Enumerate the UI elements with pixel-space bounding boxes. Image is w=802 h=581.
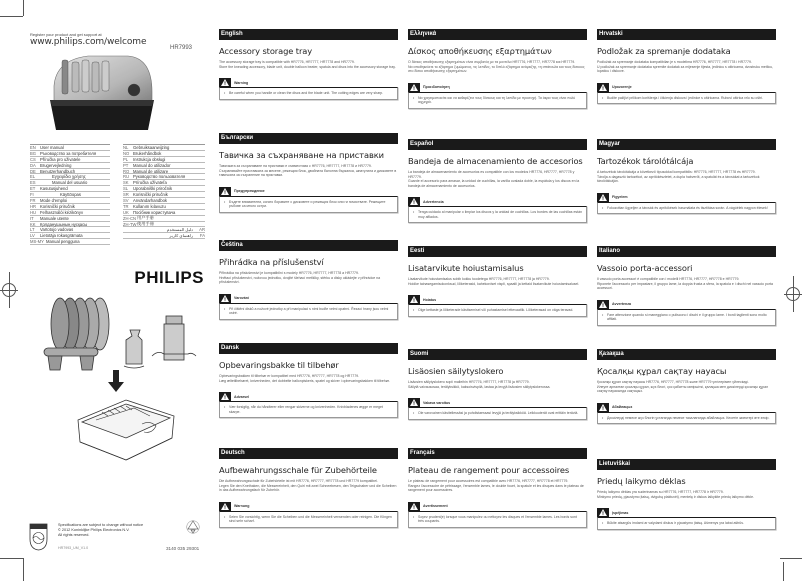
warning-box: • Дискілерді немесе жүз блогін ұстағанда немесе тазалағанда абайлаңыз. Кесетін жиектері өте өткір. xyxy=(597,412,776,425)
warning-box: • Fare attenzione quando si maneggiano o puliscono i dischi e il gruppo lame. I bordi taglienti sono molto affilati. xyxy=(597,309,776,326)
section-body: The accessory storage tray is compatible with HR7776, HR7777, HR7778 and HR7779. Store the kneading accessory, blade unit, double balloon beater, spatula and discs into the accessory storage tray. xyxy=(219,60,396,69)
language-item: PT Manual do utilizador xyxy=(123,163,205,169)
section-finnish xyxy=(408,349,587,420)
section-title: Lisäosien säilytyslokero xyxy=(408,366,504,376)
section-body: Priedų laikymo dėklas yra suderinamas su HR7776, HR7777, HR7778 ir HR7779. Minkymo priedą, pjaustymo įtaisą, dvigubą plaktuvėlį, mentelę ir diskus laikykite priedų laikymo dėkle. xyxy=(597,490,754,499)
language-item: NL Gebruiksaanwijzing xyxy=(123,145,205,151)
register-url[interactable]: www.philips.com/welcome xyxy=(30,37,147,47)
warning-header: Įspėjimas xyxy=(597,508,776,517)
section-title: Тавичка за съхраняване на приставки xyxy=(219,150,384,160)
section-language-bar: Italiano xyxy=(597,246,776,257)
warning-header: Upozorenje xyxy=(597,83,776,92)
section-language-bar: Čeština xyxy=(219,240,398,251)
language-item: دليل المستخدم AR xyxy=(123,227,205,233)
language-item: SR Korisnički priručnik xyxy=(123,192,205,198)
section-language-bar: Lietuviškai xyxy=(597,459,776,470)
section-language-bar: Қазақша xyxy=(597,349,776,360)
warning-icon xyxy=(597,300,609,309)
section-title: Δίσκος αποθήκευσης εξαρτημάτων xyxy=(408,46,552,56)
section-english xyxy=(219,29,398,100)
section-title: Priedų laikymo dėklas xyxy=(597,476,686,486)
warning-box: • Soyez prudent(e) lorsque vous manipulez ou nettoyez les disques et l'ensemble lames. Les bords sont très coupants. xyxy=(408,511,587,528)
section-body: La bandeja de almacenamiento de accesorios es compatible con los modelos HR7776, HR7777, HR7778 y HR7779. Guarde el accesorio para amasar, la unidad de cuchillas, la varilla ovalada doble, la espátula y los discos en la bandeja de almacenamiento de accesorios. xyxy=(408,170,580,188)
section-french xyxy=(408,448,587,528)
warning-icon xyxy=(219,502,231,511)
warning-box: • Be careful when you handle or clean the discs and the blade unit. The cutting edges are very sharp. xyxy=(219,87,398,100)
section-language-bar: Deutsch xyxy=(219,448,398,459)
warning-icon xyxy=(597,193,609,202)
language-item: FI Käyttöopas xyxy=(30,192,110,198)
warning-header: Advarsel xyxy=(219,392,398,401)
warning-header: Avvertenza xyxy=(597,300,776,309)
warning-icon xyxy=(597,83,609,92)
language-item: PL Instrukcja obsługi xyxy=(123,157,205,163)
warning-header: Абайлаңыз xyxy=(597,403,776,412)
section-croatian xyxy=(597,29,776,104)
section-body: Le plateau de rangement pour accessoires est compatible avec HR7776, HR7777, HR7778 et HR7779. Rangez l'accessoire de pétrissage, l'ensemble lames, le double fouet, la spatule et les disques dans le plateau de rangement pour accessoires. xyxy=(408,479,584,492)
warning-box: • Fokozottan ügyeljen a tárcsák és aprítókések használata és tisztítása során. A vágóélek nagyon élesek! xyxy=(597,202,776,215)
section-language-bar: Dansk xyxy=(219,343,398,354)
accessories-illustration xyxy=(38,290,198,475)
section-kazakh xyxy=(597,349,776,424)
section-title: Bandeja de almacenamiento de accesorios xyxy=(408,156,583,166)
crop-mark xyxy=(783,562,784,581)
section-title: Podložak za spremanje dodataka xyxy=(597,46,731,56)
section-language-bar: Ελληνικά xyxy=(408,29,587,40)
warning-icon xyxy=(219,392,231,401)
language-item: ET Kasutusjuhend xyxy=(30,186,110,192)
section-language-bar: Español xyxy=(408,139,587,150)
language-item: SV Användarhandbok xyxy=(123,198,205,204)
language-list-right xyxy=(123,144,205,239)
section-spanish xyxy=(408,139,587,223)
part-number: 3140 035 29301 xyxy=(166,546,200,551)
section-danish xyxy=(219,343,398,418)
cover-panel xyxy=(0,0,205,581)
section-german xyxy=(219,448,398,528)
language-item: DA Brugervejledning xyxy=(30,163,110,169)
section-language-bar: Български xyxy=(219,133,398,144)
section-title: Přihrádka na příslušenství xyxy=(219,257,324,267)
philips-logo: PHILIPS xyxy=(134,268,204,287)
language-item: LT Vartotojo vadovas xyxy=(30,227,110,233)
warning-icon xyxy=(597,403,609,412)
language-item: RO Manual de utilizare xyxy=(123,169,205,175)
language-item: DE Benutzerhandbuch xyxy=(30,169,110,175)
language-item: ES Manual del usuario xyxy=(30,180,110,186)
warning-box: • Budite pažljivi prilikom korištenja i čišćenja diskova i jedinice s oštricama. Rubovi oštrica vrlo su oštri. xyxy=(597,92,776,105)
register-text: Register your product and get support at xyxy=(30,32,102,37)
warning-header: Varování xyxy=(219,294,398,303)
section-lithuanian xyxy=(597,459,776,530)
language-item: UK Посібник користувача xyxy=(123,210,205,216)
language-item: IT Manuale utente xyxy=(30,216,110,222)
warning-box: • Να χρησιμοποιείτε και να καθαρίζετε τους δίσκους και τη λεπίδα με προσοχή. Τα άκρα τους είναι πολύ αιχμηρά. xyxy=(408,92,587,109)
warning-box: • Olge kettaste ja lõiketerade käsitsemisel või puhastamisel ettevaatlik. Lõiketerasad on väga teravad. xyxy=(408,304,587,317)
warning-header: Hoiatus xyxy=(408,295,587,304)
section-body: Ο δίσκος αποθήκευσης εξαρτημάτων είναι συμβατός με τα μοντέλα HR7776, HR7777, HR7778 και HR7779. Να αποθηκεύετε το εξάρτημα ζυμώματος, τις λεπίδες, το διπλό εξάρτημα ανάμειξης, τη σπάτουλα και τους δίσκους στο δίσκο αποθήκευσης εξαρτημάτων. xyxy=(408,60,585,73)
warning-box: • Při čištění disků a nožové jednotky a při manipulaci s nimi buďte velmi opatrní. Řezací hrany jsou velmi ostré. xyxy=(219,303,398,320)
language-item: HR Korisnički priručnik xyxy=(30,204,110,210)
section-title: Aufbewahrungsschale für Zubehörteile xyxy=(219,465,377,475)
warning-header: Warnung xyxy=(219,502,398,511)
warning-box: • Vær forsigtig, når du håndterer eller rengør skiverne og knivenheden. Knivbladenes ægge er meget skarpe. xyxy=(219,401,398,418)
section-body: Die Aufbewahrungsschale für Zubehörteile ist mit HR7776, HR7777, HR7778 und HR7779 kompatibel. Legen Sie den Knethaken, die Messereinheit, den Quirl mit zwei Schneebesen, den Teigschaber und die Scheiben in das Aufbewahrungsfach für Zubehör. xyxy=(219,479,397,492)
warning-header: Warning xyxy=(219,78,398,87)
warning-icon xyxy=(597,508,609,517)
model-number: HR7993 xyxy=(169,45,192,51)
section-body: Opbevaringsbakken til tilbehør er kompatibel med HR7776, HR7777, HR7778 og HR7779. Læg æltetilbehøret, knivenheden, det dobbelte ballonpiskeris, spatel og skiver i opbevaringsbakken til tilbehør. xyxy=(219,374,390,383)
warning-icon xyxy=(408,197,420,206)
section-estonian xyxy=(408,246,587,317)
warning-box: • Seien Sie vorsichtig, wenn Sie die Scheiben und die Messereinheit verwenden oder reinigen. Die Klingen sind sehr scharf. xyxy=(219,511,398,528)
language-item: KK Қолданушының нұсқасы xyxy=(30,222,110,228)
section-hungarian xyxy=(597,139,776,214)
language-item: ZH-CN 用户手册 xyxy=(123,216,205,222)
crop-mark xyxy=(780,558,802,559)
language-item: ZH-TW 使用手冊 xyxy=(123,222,205,228)
section-body: A tartozékok tárolótálcája a következő típusokkal kompatibilis: HR7776, HR7777, HR7778 és HR7779. Tárolja a dagasztó tartozékot, az aprítókészletet, a dupla habverőt, a spatulát és a tárcsákat a tartozékok tárolótálcáján. xyxy=(597,170,760,183)
language-item: EL Εγχειρίδιο χρήσης xyxy=(30,174,110,180)
warning-header: Vakava varoitus xyxy=(408,398,587,407)
language-item: CS Příručka pro uživatele xyxy=(30,157,110,163)
language-list-left xyxy=(30,144,110,245)
section-body: Il vassoio porta accessori è compatibile con i modelli HR7776, HR7777, HR7778 e HR7779. Riponete l'accessorio per impastare, il gruppo lame, la doppia frusta a sfera, la spatola e i dischi nel vassoio porta accessori. xyxy=(597,277,773,290)
storage-tray-photo xyxy=(48,50,156,136)
section-title: Accessory storage tray xyxy=(219,46,313,56)
section-body: Přihrádka na příslušenství je kompatibilní s modely HR7776, HR7777, HR7778 a HR7779. Hnětací příslušenství, nožovou jednotku, dvojité šlehací metličky, stěrku a disky ukládejte v přihrádce na příslušenství. xyxy=(219,271,381,284)
warning-header: Figyelem xyxy=(597,193,776,202)
language-item: TR Kullanım kılavuzu xyxy=(123,204,205,210)
section-italian xyxy=(597,246,776,326)
section-title: Plateau de rangement pour accessoires xyxy=(408,465,570,475)
legal-notice: Specifications are subject to change without notice © 2012 Koninklijke Philips Electronics N.V. All rights reserved. xyxy=(58,523,144,537)
section-title: Қосалқы құрал сақтау науасы xyxy=(597,366,727,376)
language-item: MS-MY Manual pengguna xyxy=(30,239,110,245)
warning-header: Προειδοποίηση xyxy=(408,83,587,92)
warning-icon xyxy=(219,294,231,303)
warning-icon xyxy=(408,295,420,304)
section-language-bar: Hrvatski xyxy=(597,29,776,40)
section-title: Tartozékok tárolótálcája xyxy=(597,156,694,166)
registration-mark xyxy=(786,287,800,301)
warning-header: Предупреждение xyxy=(219,187,398,196)
language-item: FR Mode d'emploi xyxy=(30,198,110,204)
philips-shield-logo xyxy=(29,523,48,551)
section-language-bar: Eesti xyxy=(408,246,587,257)
section-body: Lisäosien säilytyslokero sopii malleihin HR7776, HR7777, HR7778 ja HR7779. Säilytä vaivausosaa, terälyksikkö, kaksoisvispilä, lastaa ja levyjä lisäosien säilytyslokerossa. xyxy=(408,380,551,389)
warning-header: Advertencia xyxy=(408,197,587,206)
section-czech xyxy=(219,240,398,320)
language-item: EN User manual xyxy=(30,145,110,151)
language-item: LV Lietotāja rokasgrāmata xyxy=(30,233,110,239)
section-language-bar: English xyxy=(219,29,398,40)
warning-icon xyxy=(408,398,420,407)
section-bulgarian xyxy=(219,133,398,213)
section-title: Vassoio porta-accessori xyxy=(597,263,693,273)
section-language-bar: Français xyxy=(408,448,587,459)
language-item: BG Ръководство за потребителя xyxy=(30,151,110,157)
section-body: Lisatarvikute hoiustamisalus sobib kokku toodetega HR7776, HR7777, HR7778 ja HR7779. Hoidke tainasegamisokonksud, lõiketerasid, kahekordset vispli, spaatli ja kettaid lisatarvikute hoiustamisalusel. xyxy=(408,277,580,286)
section-language-bar: Magyar xyxy=(597,139,776,150)
section-title: Opbevaringsbakke til tilbehør xyxy=(219,360,339,370)
language-item: SL Uporabniški priročnik xyxy=(123,186,205,192)
language-item: HU Felhasználói kézikönyv xyxy=(30,210,110,216)
warning-box: • Būkite atsargūs imdami ar valydami diskus ir pjaustymo įtaisą. Ašmenys yra labai aštrūs. xyxy=(597,517,776,530)
warning-icon xyxy=(219,187,231,196)
section-body: Қосалқы құрал сақтау науасы HR7776, HR7777, HR7778 және HR7779 үлгілерімен үйлесімді. Илеуге арналған қосалқы құрал, жүз блогі, қос қабатты көпіршіткі, қалақша мен дискілерді қосалқы құрал сақтау науасында сақтаңыз. xyxy=(597,380,769,393)
warning-header: Avertissement xyxy=(408,502,587,511)
section-language-bar: Suomi xyxy=(408,349,587,360)
language-item: NO Brukerhåndbok xyxy=(123,151,205,157)
warning-box: • Tenga cuidado al manipular o limpiar los discos y la unidad de cuchillas. Los bordes de las cuchillas están muy afilados. xyxy=(408,206,587,223)
section-body: Тавичката за съхраняване на приставки е съвместима с HR7776, HR7777, HR7778 и HR7779. Съхранявайте приставката за месене, режещия блок, двойната балонна бъркалка, шпатулата и дисковете в тавичката за съхранение на приставки. xyxy=(219,164,397,177)
language-item: RU Руководство пользователя xyxy=(123,174,205,180)
recycle-icon xyxy=(186,520,200,534)
warning-box: • Ole varovainen käsitellessäsi ja puhdistaessasi levyjä ja terälyksikköä. Leikkuuterät ovat erittäin teräviä. xyxy=(408,407,587,420)
warning-icon xyxy=(408,502,420,511)
document-code: HR7993_UM_V1.0 xyxy=(58,546,89,550)
section-title: Lisatarvikute hoiustamisalus xyxy=(408,263,524,273)
section-greek xyxy=(408,29,587,109)
warning-box: • Бъдете внимателни, когато боравите с дисковете и режещия блок или ги почиствате. Режещите ръбове са много остри. xyxy=(219,196,398,213)
warning-icon xyxy=(219,78,231,87)
warning-icon xyxy=(408,83,420,92)
language-item: راهنمای کاربر FA xyxy=(123,233,205,239)
language-item: SK Príručka užívateľa xyxy=(123,180,205,186)
section-body: Podložak za spremanje dodataka kompatibilan je s modelima HR7776, HR7777, HR7778 i HR7779. U podložak za spremanje dodataka spremite dodatak za mijesenje tijesta, jedinicu s oštricama, dvostruku metlicu, lopaticu i diskove. xyxy=(597,60,774,73)
